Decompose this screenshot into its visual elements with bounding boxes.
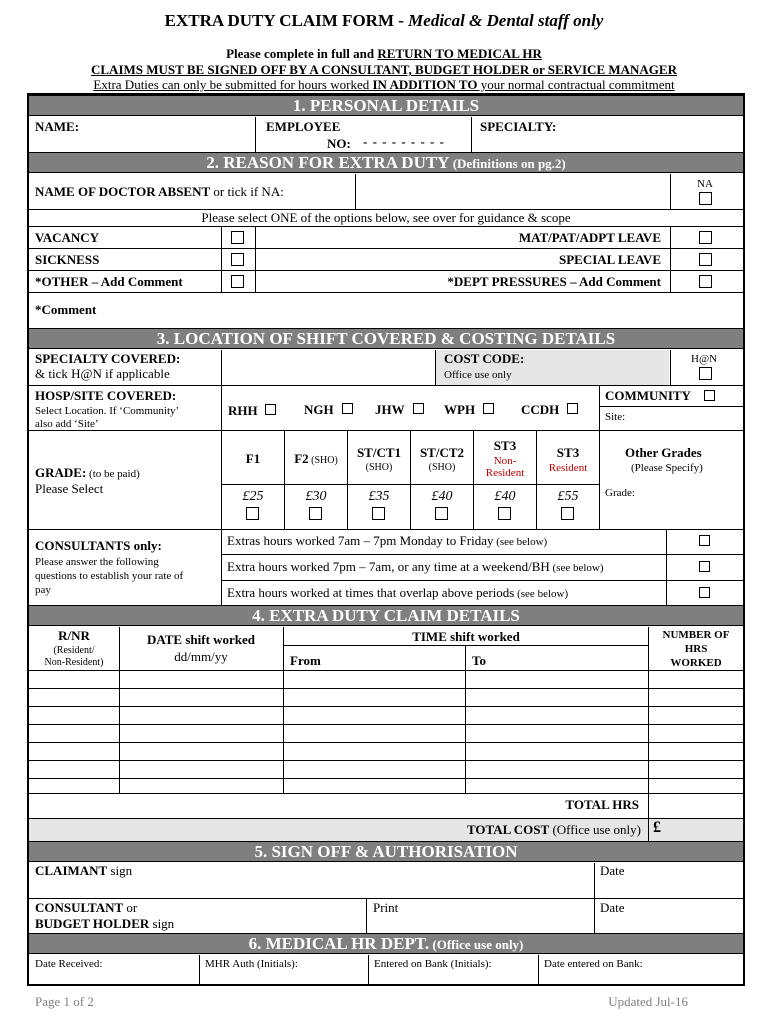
grade-st-ct2: ST/CT2 [419, 445, 465, 460]
option-special-leave: SPECIAL LEAVE [559, 252, 661, 267]
grade-st3-nonres-sub: Non-Resident [485, 455, 525, 479]
select-location-note: Select Location. If ‘Community’ [35, 405, 180, 417]
site-label: Site: [605, 411, 626, 423]
date-received-label: Date Received: [35, 958, 103, 970]
consultant-option-overlap: Extra hours worked at times that overlap above periods (see below) [227, 585, 569, 600]
hn-label: H@N [691, 353, 718, 365]
entered-on-bank-label: Entered on Bank (Initials): [374, 958, 492, 970]
mhr-auth-field[interactable] [201, 970, 366, 984]
instruction-line-1: Please complete in full and RETURN TO MEDICAL HR [226, 46, 542, 61]
table-row[interactable] [29, 707, 743, 724]
total-hrs-field[interactable] [649, 794, 743, 817]
name-label: NAME: [35, 119, 80, 134]
site-ccdh-label: CCDH [521, 402, 560, 417]
col-time: TIME shift worked [412, 629, 520, 644]
pound-sign: £ [653, 819, 661, 836]
page-number: Page 1 of 2 [35, 994, 94, 1009]
date-entered-bank-field[interactable] [540, 970, 740, 984]
total-cost-label: TOTAL COST (Office use only) [466, 822, 641, 837]
col-date-format: dd/mm/yy [174, 649, 228, 664]
site-ccdh-checkbox[interactable] [567, 403, 578, 414]
site-ngh-checkbox[interactable] [342, 403, 353, 414]
grade-f2: F2 (SHO) [294, 451, 338, 466]
option-sickness: SICKNESS [35, 252, 100, 267]
table-row[interactable] [29, 779, 743, 793]
na-label: NA [697, 178, 713, 190]
grade-f1: F1 [245, 451, 261, 466]
hn-checkbox[interactable] [699, 367, 712, 380]
grade-st-ct2-checkbox[interactable] [435, 507, 448, 520]
col-hours-2: HRS [684, 643, 708, 655]
rate-st-ct2: £40 [431, 489, 453, 504]
rate-st3-res: £55 [557, 489, 579, 504]
col-to: To [472, 653, 486, 668]
section-4-header: 4. EXTRA DUTY CLAIM DETAILS [29, 605, 743, 626]
site-jhw-label: JHW [375, 402, 405, 417]
na-checkbox[interactable] [699, 192, 712, 205]
office-use-note: Office use only [444, 369, 512, 381]
special-leave-checkbox[interactable] [699, 253, 712, 266]
consultants-only-label: CONSULTANTS only: [35, 538, 162, 553]
grade-st3-res-sub: Resident [548, 462, 588, 474]
site-wph-label: WPH [444, 402, 476, 417]
consultant-label: CONSULTANT or [35, 900, 138, 915]
claim-form [27, 93, 745, 986]
instruction-line-3: Extra Duties can only be submitted for hours worked IN ADDITION TO your normal contractual commitment [93, 77, 675, 92]
table-row[interactable] [29, 761, 743, 778]
claimant-sign-label: CLAIMANT sign [35, 863, 133, 878]
date-received-field[interactable] [31, 970, 196, 984]
hosp-site-label: HOSP/SITE COVERED: [35, 388, 177, 403]
specialty-covered-label: SPECIALTY COVERED: [35, 351, 181, 366]
grade-st3-res-checkbox[interactable] [561, 507, 574, 520]
select-note: Please select ONE of the options below, see over for guidance & scope [201, 210, 571, 225]
employee-no-label: NO: [327, 136, 351, 151]
consultant-option-weekday: Extras hours worked 7am – 7pm Monday to Friday (see below) [227, 533, 548, 548]
consultant-date-label: Date [600, 900, 625, 915]
claimant-date-field[interactable] [634, 863, 739, 897]
also-add-site-note: also add ‘Site’ [35, 418, 99, 430]
other-grades-label: Other Grades [625, 445, 702, 460]
mat-pat-adpt-leave-checkbox[interactable] [699, 231, 712, 244]
section-2-header: 2. REASON FOR EXTRA DUTY (Definitions on pg.2) [29, 152, 743, 173]
employee-no-field[interactable]: - - - - - - - - - [363, 134, 445, 149]
site-rhh-checkbox[interactable] [265, 404, 276, 415]
consultant-weekday-checkbox[interactable] [699, 535, 710, 546]
grade-st3-res: ST3 [556, 445, 580, 460]
budget-holder-label: BUDGET HOLDER sign [35, 916, 175, 931]
col-hours-1: NUMBER OF [662, 629, 730, 641]
vacancy-checkbox[interactable] [231, 231, 244, 244]
specialty-field[interactable] [579, 117, 739, 149]
rate-st3-nonres: £40 [494, 489, 516, 504]
other-grade-field[interactable] [601, 500, 739, 527]
col-rnr-sub2: Non-Resident) [44, 657, 104, 668]
entered-on-bank-field[interactable] [370, 970, 535, 984]
grade-label: GRADE: (to be paid) [35, 465, 140, 480]
section-3-header: 3. LOCATION OF SHIFT COVERED & COSTING DETAILS [29, 328, 743, 349]
community-checkbox[interactable] [704, 390, 715, 401]
date-entered-bank-label: Date entered on Bank: [544, 958, 643, 970]
table-row[interactable] [29, 671, 743, 688]
updated-date: Updated Jul-16 [608, 994, 688, 1009]
grade-please-select[interactable]: Please Select [35, 481, 104, 496]
option-other: *OTHER – Add Comment [35, 274, 183, 289]
grade-st-ct1: ST/CT1 [356, 445, 402, 460]
consultant-date-field[interactable] [634, 899, 739, 932]
consultant-option-weekend: Extra hours worked 7pm – 7am, or any time at a weekend/BH (see below) [227, 559, 604, 574]
sickness-checkbox[interactable] [231, 253, 244, 266]
cost-code-label: COST CODE: [444, 351, 525, 366]
grade-st-ct1-checkbox[interactable] [372, 507, 385, 520]
grade-st3-nonres: ST3 [493, 438, 517, 453]
name-field[interactable] [89, 117, 254, 149]
please-specify-note: (Please Specify) [631, 462, 703, 474]
community-label: COMMUNITY [605, 388, 691, 403]
grade-st3-nonres-checkbox[interactable] [498, 507, 511, 520]
form-title: EXTRA DUTY CLAIM FORM - Medical & Dental staff only [164, 11, 604, 30]
grade-st-ct2-sub: (SHO) [428, 462, 456, 473]
rate-f2: £30 [305, 489, 327, 504]
rate-st-ct1: £35 [368, 489, 390, 504]
col-date: DATE shift worked [146, 632, 256, 647]
col-from: From [290, 653, 321, 668]
site-rhh-label: RHH [228, 403, 258, 418]
other-grade-field-label: Grade: [605, 487, 635, 499]
specialty-covered-field[interactable] [223, 351, 433, 383]
total-hrs-label: TOTAL HRS [565, 797, 639, 812]
specialty-label: SPECIALTY: [480, 119, 557, 134]
section-1-header: 1. PERSONAL DETAILS [29, 95, 743, 116]
section-6-header: 6. MEDICAL HR DEPT. (Office use only) [29, 933, 743, 954]
grade-st-ct1-sub: (SHO) [365, 462, 393, 473]
other-checkbox[interactable] [231, 275, 244, 288]
instruction-line-2: CLAIMS MUST BE SIGNED OFF BY A CONSULTANT, BUDGET HOLDER or SERVICE MANAGER [91, 62, 677, 77]
col-rnr: R/NR [58, 628, 90, 643]
site-jhw-checkbox[interactable] [413, 403, 424, 414]
doctor-absent-label: NAME OF DOCTOR ABSENT or tick if NA: [35, 184, 284, 199]
consultant-sign-field[interactable] [239, 899, 364, 932]
mhr-auth-label: MHR Auth (Initials): [205, 958, 298, 970]
grade-f2-checkbox[interactable] [309, 507, 322, 520]
grade-f1-checkbox[interactable] [246, 507, 259, 520]
comment-label: *Comment [35, 302, 97, 317]
print-name-field[interactable] [409, 899, 589, 932]
claimant-date-label: Date [600, 863, 625, 878]
col-rnr-sub1: (Resident/ [53, 645, 95, 656]
option-dept-pressures: *DEPT PRESSURES – Add Comment [447, 274, 661, 289]
table-row[interactable] [29, 689, 743, 706]
print-label: Print [373, 900, 399, 915]
consultant-weekend-checkbox[interactable] [699, 561, 710, 572]
consultants-note-2: questions to establish your rate of [35, 570, 184, 582]
doctor-absent-field[interactable] [357, 175, 669, 207]
col-hours-3: WORKED [670, 657, 722, 669]
dept-pressures-checkbox[interactable] [699, 275, 712, 288]
consultants-note-3: pay [35, 584, 51, 596]
employee-label: EMPLOYEE [266, 119, 341, 134]
consultant-overlap-checkbox[interactable] [699, 587, 710, 598]
option-vacancy: VACANCY [35, 230, 100, 245]
tick-hn-note: & tick H@N if applicable [35, 366, 170, 381]
comment-field[interactable] [119, 294, 739, 328]
community-site-field[interactable] [634, 407, 739, 429]
rate-f1: £25 [242, 489, 264, 504]
consultants-note-1: Please answer the following [35, 556, 159, 568]
table-row[interactable] [29, 743, 743, 760]
section-5-header: 5. SIGN OFF & AUTHORISATION [29, 841, 743, 862]
site-wph-checkbox[interactable] [483, 403, 494, 414]
claimant-sign-field[interactable] [149, 863, 589, 897]
site-ngh-label: NGH [304, 402, 334, 417]
table-row[interactable] [29, 725, 743, 742]
option-mat-pat-adpt-leave: MAT/PAT/ADPT LEAVE [518, 230, 661, 245]
